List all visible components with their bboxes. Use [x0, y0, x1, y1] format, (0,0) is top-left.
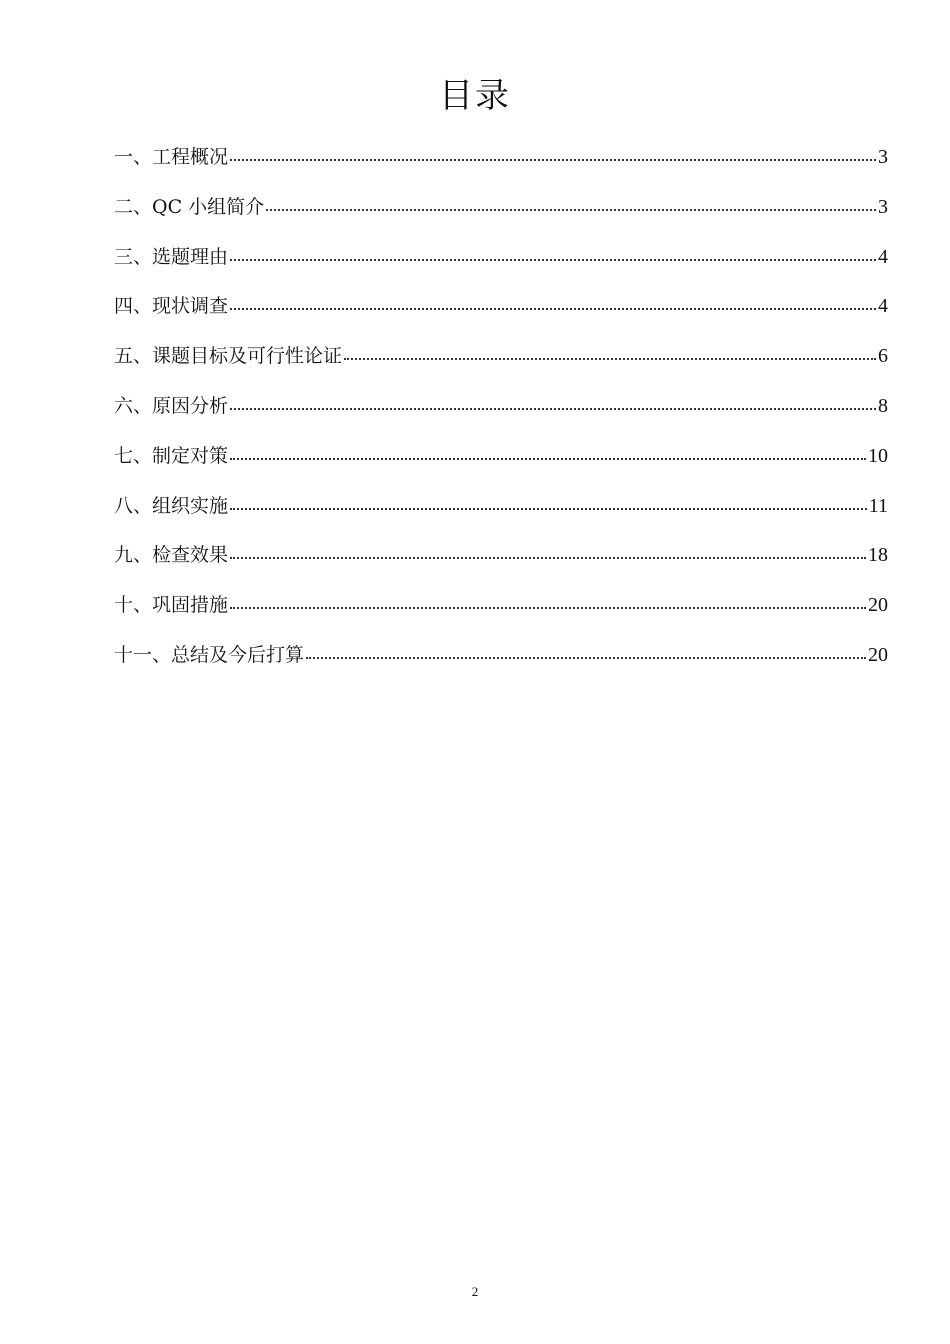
- toc-entry-11[interactable]: [114, 637, 888, 687]
- toc-leader-dots: [230, 457, 866, 460]
- toc-entry-label: 八、组织实施: [114, 494, 229, 517]
- toc-leader-dots: [230, 258, 876, 261]
- footer-page-number: 2: [471, 1284, 479, 1299]
- toc-entry-1[interactable]: [114, 139, 888, 189]
- toc-leader-dots: [230, 606, 866, 609]
- toc-leader-dots: [306, 656, 866, 659]
- toc-entry-page: 20: [868, 643, 888, 666]
- toc-entry-10[interactable]: [114, 587, 888, 637]
- toc-entry-page: 18: [868, 544, 888, 567]
- toc-entry-page: 20: [868, 594, 888, 617]
- toc-leader-dots: [230, 507, 867, 510]
- toc-leader-dots: [230, 556, 866, 559]
- toc-entry-label: 四、现状调查: [114, 295, 229, 318]
- toc-entry-6[interactable]: [114, 388, 888, 438]
- toc-entry-2[interactable]: [114, 189, 888, 239]
- toc-entry-8[interactable]: [114, 488, 888, 538]
- toc-entry-label: 十、巩固措施: [114, 594, 229, 617]
- toc-entry-label: 一、工程概况: [114, 146, 229, 168]
- toc-leader-dots: [344, 357, 876, 360]
- toc-entry-page: 3: [878, 195, 888, 218]
- toc-entry-label: 九、检查效果: [114, 544, 229, 567]
- toc-list: [114, 139, 888, 687]
- toc-leader-dots: [230, 307, 876, 310]
- toc-title: 目录: [439, 76, 511, 116]
- toc-entry-label: 五、课题目标及可行性论证: [114, 345, 343, 368]
- toc-entry-7[interactable]: [114, 438, 888, 488]
- toc-entry-page: 4: [878, 245, 888, 268]
- toc-entry-9[interactable]: [114, 537, 888, 587]
- toc-entry-label: 二、QC 小组简介: [114, 195, 265, 218]
- toc-entry-label: 十一、总结及今后打算: [114, 643, 305, 666]
- toc-entry-page: 4: [878, 295, 888, 318]
- toc-entry-4[interactable]: [114, 288, 888, 338]
- toc-entry-label: 三、选题理由: [114, 245, 229, 268]
- toc-entry-5[interactable]: [114, 338, 888, 388]
- toc-leader-dots: [230, 407, 876, 410]
- toc-entry-page: 10: [868, 444, 888, 467]
- toc-entry-page: 3: [878, 146, 888, 168]
- toc-entry-page: 8: [878, 394, 888, 417]
- toc-leader-dots: [266, 208, 876, 211]
- toc-entry-page: 11: [868, 494, 888, 517]
- toc-entry-page: 6: [878, 345, 888, 368]
- toc-entry-label: 七、制定对策: [114, 444, 229, 467]
- toc-entry-3[interactable]: [114, 239, 888, 289]
- toc-entry-label: 六、原因分析: [114, 394, 229, 417]
- toc-leader-dots: [230, 158, 876, 161]
